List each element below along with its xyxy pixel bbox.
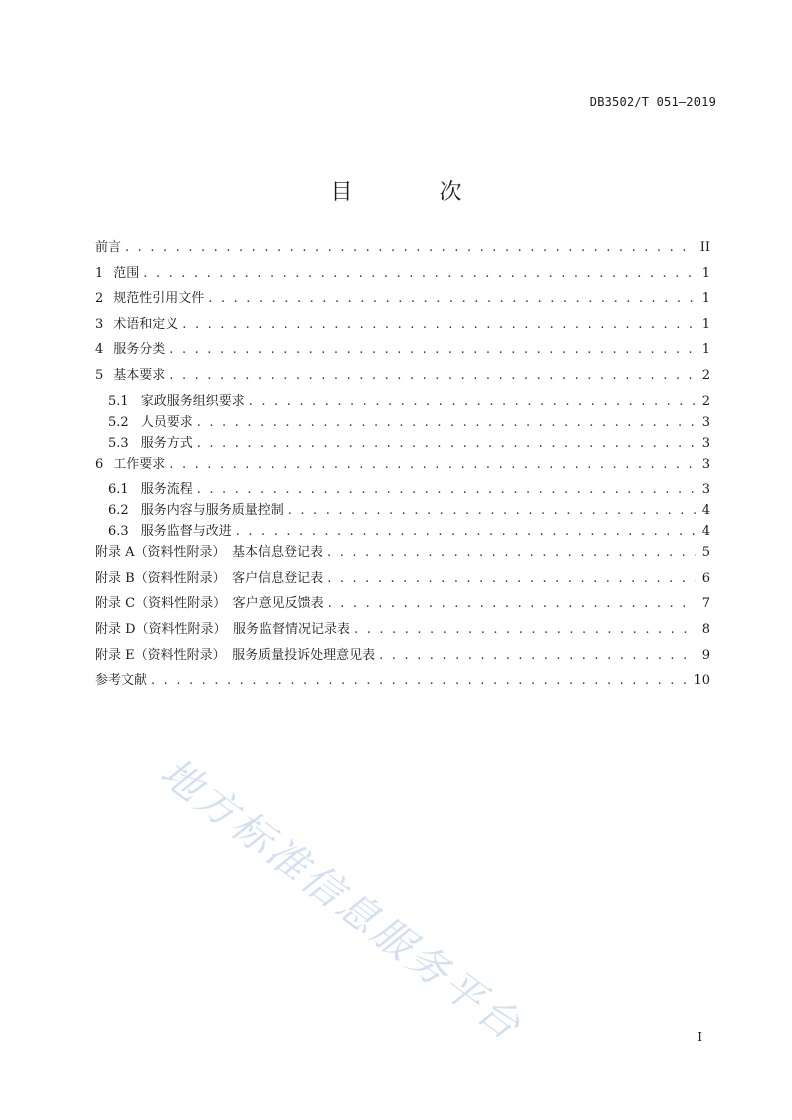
toc-entry-page: 2 (701, 393, 710, 409)
toc-entry-label: 服务流程 (140, 482, 193, 498)
toc-entry-label: 附录 D（资料性附录） 服务监督情况记录表 (95, 621, 351, 637)
toc-entry-number: 5.3 (108, 435, 129, 451)
toc-entry-page: 8 (701, 621, 710, 637)
toc-dot-leader (125, 240, 696, 255)
toc-entry-number: 1 (95, 265, 104, 281)
toc-entry-label: 家政服务组织要求 (140, 393, 245, 409)
toc-entry-number: 6.3 (108, 524, 129, 540)
table-of-contents (95, 236, 710, 695)
toc-entry-page: 10 (693, 673, 710, 689)
toc-dot-leader (197, 436, 696, 451)
toc-entry[interactable] (95, 541, 710, 567)
toc-entry-label: 服务内容与服务质量控制 (140, 503, 284, 519)
toc-entry[interactable] (95, 453, 710, 479)
toc-entry[interactable] (95, 338, 710, 364)
watermark: 地方标准信息服务平台 (151, 749, 531, 1051)
toc-entry-label: 附录 C（资料性附录） 客户意见反馈表 (95, 596, 324, 612)
toc-dot-leader (169, 368, 696, 383)
toc-entry[interactable] (95, 520, 710, 541)
toc-entry[interactable] (95, 592, 710, 618)
toc-entry-label: 附录 E（资料性附录） 服务质量投诉处理意见表 (95, 647, 376, 663)
toc-dot-leader (169, 342, 696, 357)
toc-entry-page: 1 (701, 342, 710, 358)
toc-dot-leader (288, 503, 696, 518)
document-code: DB3502/T 051—2019 (589, 95, 716, 109)
toc-entry-number: 6 (95, 456, 104, 472)
toc-entry[interactable] (95, 364, 710, 390)
toc-dot-leader (249, 394, 696, 409)
toc-entry-page: 3 (701, 482, 710, 498)
toc-entry-page: 3 (701, 414, 710, 430)
toc-entry-label: 服务监督与改进 (140, 524, 232, 540)
toc-entry-number: 5.2 (108, 414, 129, 430)
toc-entry[interactable] (95, 644, 710, 670)
toc-entry-label: 工作要求 (113, 456, 166, 472)
toc-entry-label: 服务分类 (113, 342, 166, 358)
toc-entry[interactable] (95, 669, 710, 695)
toc-entry-page: 2 (701, 367, 710, 383)
toc-entry[interactable] (95, 499, 710, 520)
toc-entry[interactable] (95, 313, 710, 339)
toc-entry-label: 基本要求 (113, 367, 166, 383)
toc-entry-number: 5.1 (108, 393, 129, 409)
toc-entry[interactable] (95, 478, 710, 499)
toc-entry[interactable] (95, 262, 710, 288)
toc-entry-label: 术语和定义 (113, 316, 179, 332)
toc-entry-number: 5 (95, 367, 104, 383)
toc-entry-page: 9 (701, 647, 710, 663)
toc-entry[interactable] (95, 432, 710, 453)
toc-entry-page: 4 (701, 524, 710, 540)
toc-entry-number: 6.2 (108, 503, 129, 519)
toc-entry-label: 附录 A（资料性附录） 基本信息登记表 (95, 545, 324, 561)
toc-dot-leader (328, 596, 696, 611)
toc-entry[interactable] (95, 567, 710, 593)
toc-entry-label: 附录 B（资料性附录） 客户信息登记表 (95, 570, 324, 586)
toc-entry-number: 3 (95, 316, 104, 332)
toc-entry-page: 1 (701, 291, 710, 307)
toc-dot-leader (236, 524, 696, 539)
toc-entry-page: 4 (701, 503, 710, 519)
toc-entry-page: 3 (701, 456, 710, 472)
toc-dot-leader (379, 648, 696, 663)
toc-entry-label: 规范性引用文件 (113, 291, 205, 307)
toc-entry-page: 1 (701, 265, 710, 281)
toc-dot-leader (197, 415, 696, 430)
toc-entry-number: 6.1 (108, 482, 129, 498)
toc-entry-label: 人员要求 (140, 414, 193, 430)
toc-entry-page: 3 (701, 435, 710, 451)
toc-entry[interactable] (95, 236, 710, 262)
toc-entry[interactable] (95, 287, 710, 313)
toc-entry-label: 范围 (113, 265, 140, 281)
toc-dot-leader (197, 482, 696, 497)
toc-entry-label: 服务方式 (140, 435, 193, 451)
toc-entry-page: 5 (701, 545, 710, 561)
toc-entry[interactable] (95, 411, 710, 432)
toc-dot-leader (151, 673, 689, 688)
toc-dot-leader (354, 622, 696, 637)
toc-dot-leader (208, 291, 696, 306)
toc-dot-leader (327, 545, 696, 560)
toc-dot-leader (327, 571, 696, 586)
toc-dot-leader (169, 457, 696, 472)
toc-entry-page: 6 (701, 570, 710, 586)
toc-dot-leader (143, 266, 696, 281)
toc-entry-label: 参考文献 (95, 673, 148, 689)
toc-entry-number: 2 (95, 291, 104, 307)
toc-entry-label: 前言 (95, 240, 122, 255)
toc-entry-number: 4 (95, 342, 104, 358)
toc-entry-page: 1 (701, 316, 710, 332)
toc-entry[interactable] (95, 390, 710, 411)
toc-entry[interactable] (95, 618, 710, 644)
page-title: 目 次 (330, 180, 502, 205)
toc-dot-leader (182, 317, 696, 332)
toc-entry-page: II (699, 240, 710, 255)
toc-entry-page: 7 (701, 596, 710, 612)
page-number: I (697, 1030, 702, 1044)
